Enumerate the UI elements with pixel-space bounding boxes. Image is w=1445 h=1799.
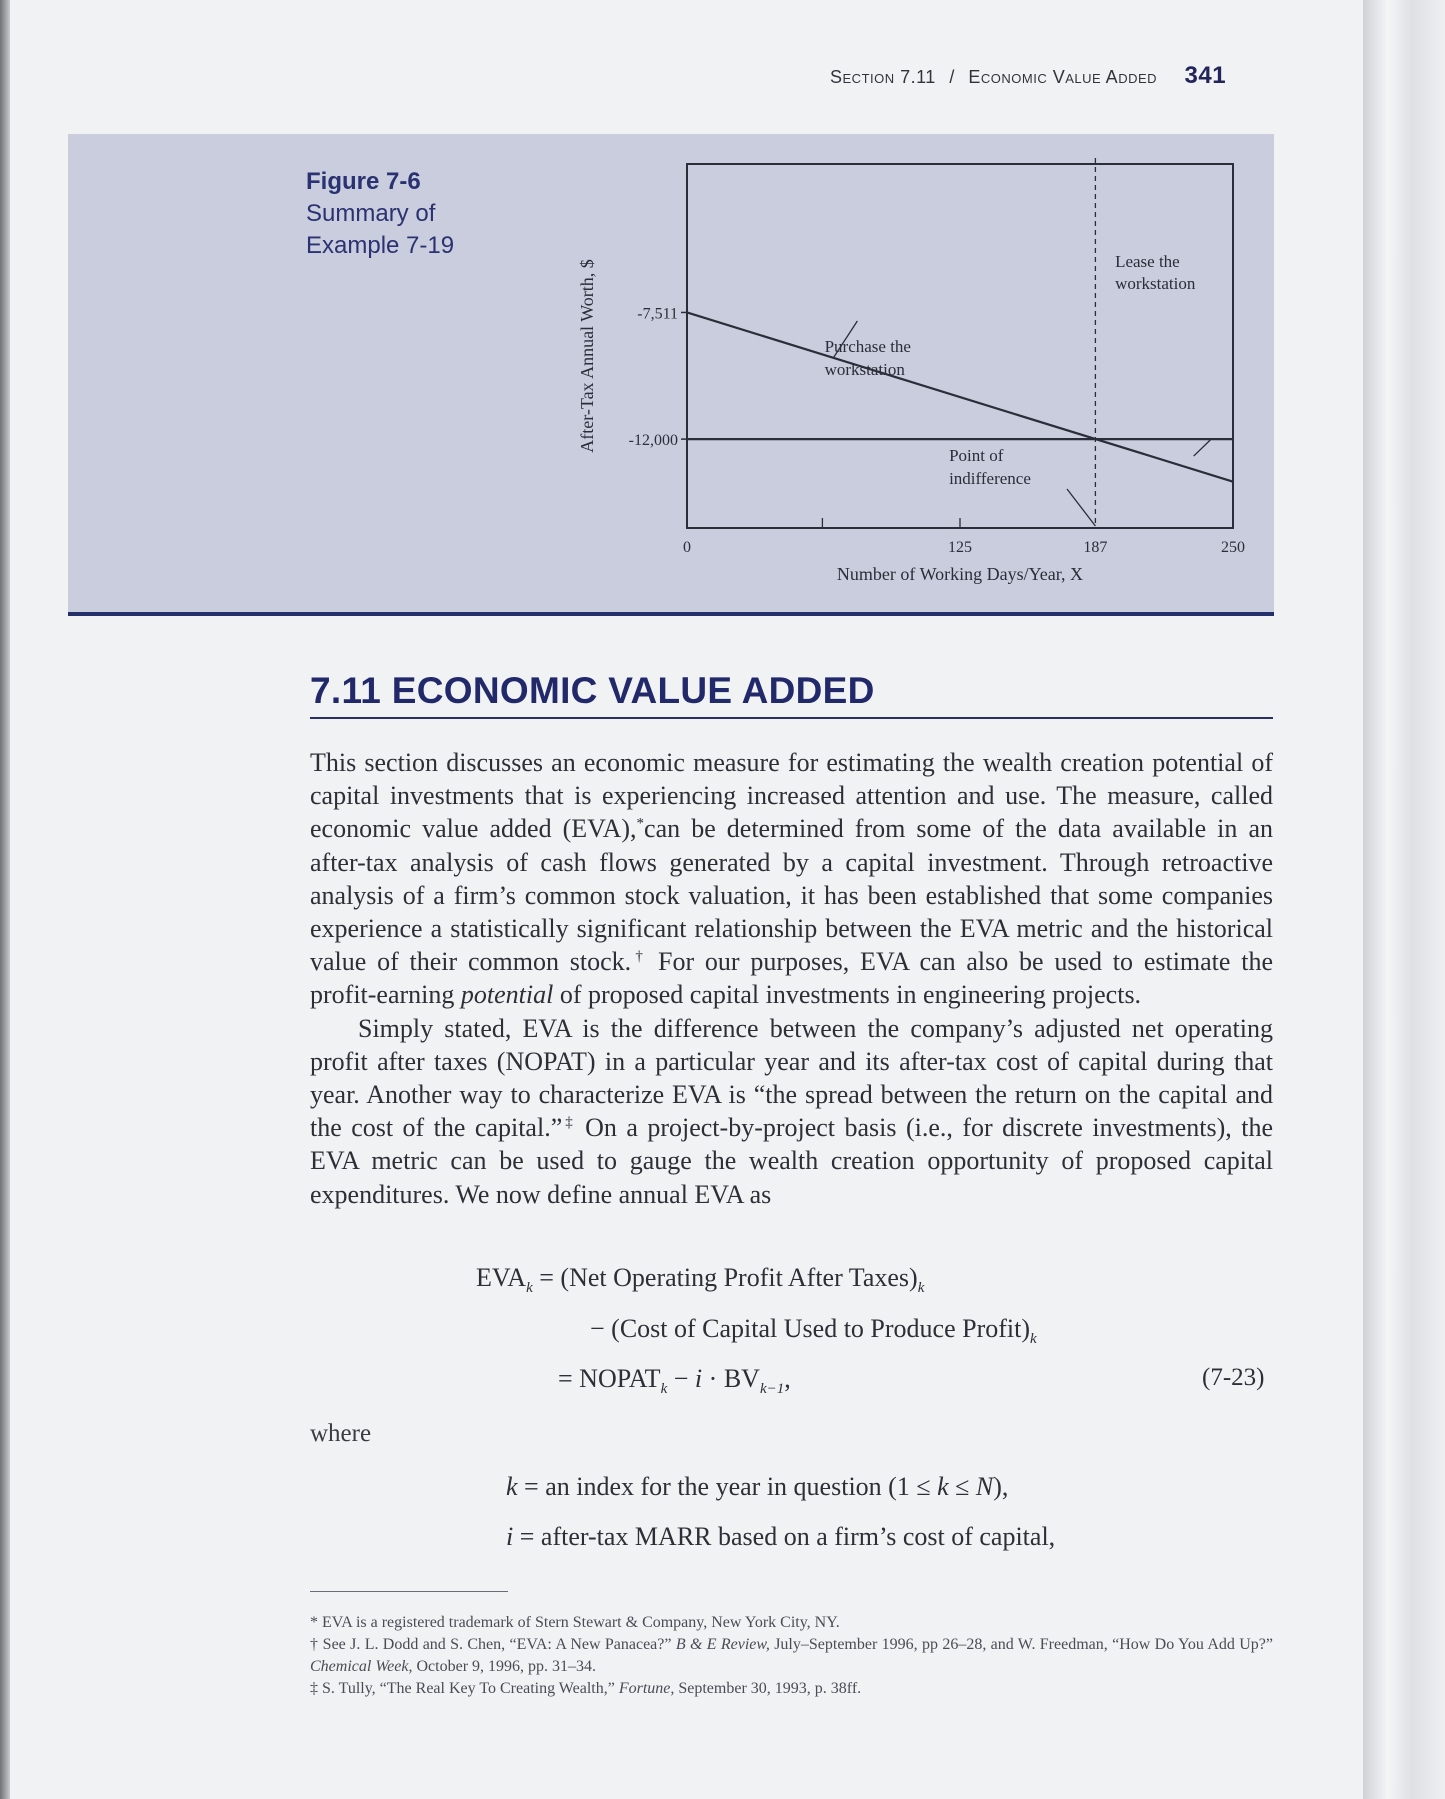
running-head-title: Economic Value Added — [968, 67, 1158, 87]
eq-line1-text: = (Net Operating Profit After Taxes) — [532, 1263, 918, 1292]
eq-line3-end: , — [784, 1364, 791, 1393]
footnote-rule — [310, 1591, 508, 1592]
running-head-section: Section 7.11 — [830, 67, 936, 87]
eq-line2-sub: k — [1030, 1331, 1037, 1348]
def-k-var2: k — [937, 1472, 949, 1501]
running-head — [830, 62, 1226, 90]
breakeven-chart — [570, 150, 1270, 590]
eq-lhs-sub: k — [526, 1280, 533, 1297]
eq-line3-i: i — [694, 1364, 703, 1393]
fn2-b: July–September 1996, pp 26–28, and W. Freedman, “How Do You Add Up?” — [769, 1636, 1274, 1653]
footnote-2 — [310, 1634, 1273, 1678]
p1-text-a: This section discusses an economic measure for estimating the wealth creation potential of capital investments that is experiencing increased attention and use. The measure, called economic value added (EVA), — [310, 748, 1273, 844]
page-number: 341 — [1184, 62, 1227, 89]
x-tick-label: 0 — [683, 539, 691, 556]
equation-line-2 — [590, 1314, 1037, 1348]
fn2-journal: B & E Review, — [675, 1636, 770, 1653]
def-k-end: ), — [993, 1472, 1009, 1501]
eq-lhs: EVA — [476, 1263, 527, 1292]
equation-line-1 — [476, 1263, 924, 1297]
x-tick-label: 250 — [1221, 539, 1245, 556]
figure-caption — [306, 166, 454, 262]
definition-k — [506, 1472, 1008, 1502]
figure-title-line2: Example 7-19 — [306, 232, 455, 259]
equation-line-3 — [558, 1364, 791, 1398]
fn3-b: September 30, 1993, p. 38ff. — [674, 1680, 862, 1697]
section-heading — [310, 670, 875, 712]
def-i-var: i — [506, 1522, 514, 1551]
equation-number: (7-23) — [1202, 1364, 1265, 1391]
figure-bottom-rule — [68, 612, 1274, 616]
p1-text-b: can be determined from some of the data available in an after-tax analysis of cash flows generated by a capital investment. Through retroactive analysis of a firm’s common stock valuation, it has been established that some companies experience a statistically significant relationship between the EVA metric and the historical value of their common stock. — [310, 814, 1273, 977]
eq-line3-sub1: k — [660, 1381, 668, 1398]
purchase-label-line1: Purchase the — [824, 337, 911, 356]
def-k-text2: ≤ — [948, 1472, 976, 1501]
indifference-label-line2: indifference — [949, 469, 1031, 488]
x-tick-label: 187 — [1083, 539, 1108, 556]
body-text — [310, 746, 1273, 1211]
fn2-a: † See J. L. Dodd and S. Chen, “EVA: A New Panacea?” — [310, 1636, 676, 1653]
section-heading-rule — [310, 717, 1273, 719]
lease-label-line2: workstation — [1115, 274, 1196, 293]
section-number: 7.11 — [310, 670, 382, 711]
fn3-a: ‡ S. Tully, “The Real Key To Creating Wealth,” — [310, 1680, 619, 1697]
page-stack-edge — [1362, 0, 1445, 1799]
paragraph-1 — [310, 746, 1273, 1012]
eq-line2-text: − (Cost of Capital Used to Produce Profit) — [590, 1314, 1030, 1343]
purchase-label-line2: workstation — [824, 360, 905, 379]
footnote-1: * EVA is a registered trademark of Stern Stewart & Company, New York City, NY. — [310, 1614, 840, 1631]
def-k-var: k — [506, 1472, 518, 1501]
footnote-mark-dagger: † — [631, 948, 648, 965]
figure-label: Figure 7-6 — [306, 168, 421, 195]
y-tick-label: -12,000 — [628, 432, 678, 450]
paragraph-2 — [310, 1012, 1273, 1211]
footnotes — [310, 1612, 1273, 1700]
p1-text-d: of proposed capital investments in engineering projects. — [553, 980, 1142, 1010]
def-k-N: N — [975, 1472, 994, 1501]
fn2-c: October 9, 1996, pp. 31–34. — [412, 1658, 597, 1675]
footnote-mark-star: * — [636, 815, 645, 832]
indifference-label-line1: Point of — [949, 446, 1004, 465]
lease-leader-line — [1194, 439, 1211, 456]
footnote-mark-ddagger: ‡ — [562, 1114, 576, 1131]
p2-text-a: Simply stated, EVA is the difference between the company’s adjusted net operating profit after taxes (NOPAT) in a particular year and its after-tax cost of capital during that year. Another way to characterize EVA is “the spread between the return on the capital and the cost of the capital.” — [310, 1013, 1273, 1143]
eq-line3-b: − — [667, 1364, 695, 1393]
section-title: ECONOMIC VALUE ADDED — [391, 670, 875, 711]
book-page — [10, 0, 1363, 1799]
footnote-3 — [310, 1678, 1273, 1700]
x-axis-label: Number of Working Days/Year, X — [836, 564, 1084, 584]
p2-text-b: On a project-by-project basis (i.e., for discrete investments), the EVA metric can be used to gauge the wealth creation opportunity of proposed capital expenditures. We now define annual EVA as — [310, 1113, 1273, 1209]
lease-label-line1: Lease the — [1115, 252, 1180, 271]
eq-line3-sub2: k−1 — [759, 1381, 785, 1398]
definition-i — [506, 1522, 1055, 1552]
where-label: where — [310, 1420, 372, 1447]
p1-italic-potential: potential — [460, 980, 554, 1010]
eq-line3-a: = NOPAT — [558, 1364, 661, 1393]
running-head-separator: / — [949, 67, 955, 87]
indifference-leader-line — [1067, 489, 1095, 526]
eq-line1-sub: k — [917, 1280, 925, 1297]
fn2-journal2: Chemical Week, — [310, 1658, 413, 1675]
x-tick-label: 125 — [948, 539, 972, 556]
fn3-journal: Fortune, — [618, 1680, 675, 1697]
book-binding-shadow — [0, 0, 10, 1799]
def-i-text: = after-tax MARR based on a firm’s cost of capital, — [513, 1522, 1056, 1551]
eq-line3-c: · BV — [702, 1364, 760, 1393]
p1-text-c: For our purposes, EVA can also be used to estimate the profit-earning — [310, 947, 1273, 1010]
y-axis-label: After-Tax Annual Worth, $ — [577, 259, 597, 453]
def-k-text: = an index for the year in question (1 ≤ — [517, 1472, 938, 1501]
figure-title-line1: Summary of — [306, 200, 436, 227]
y-tick-label: -7,511 — [637, 305, 678, 323]
